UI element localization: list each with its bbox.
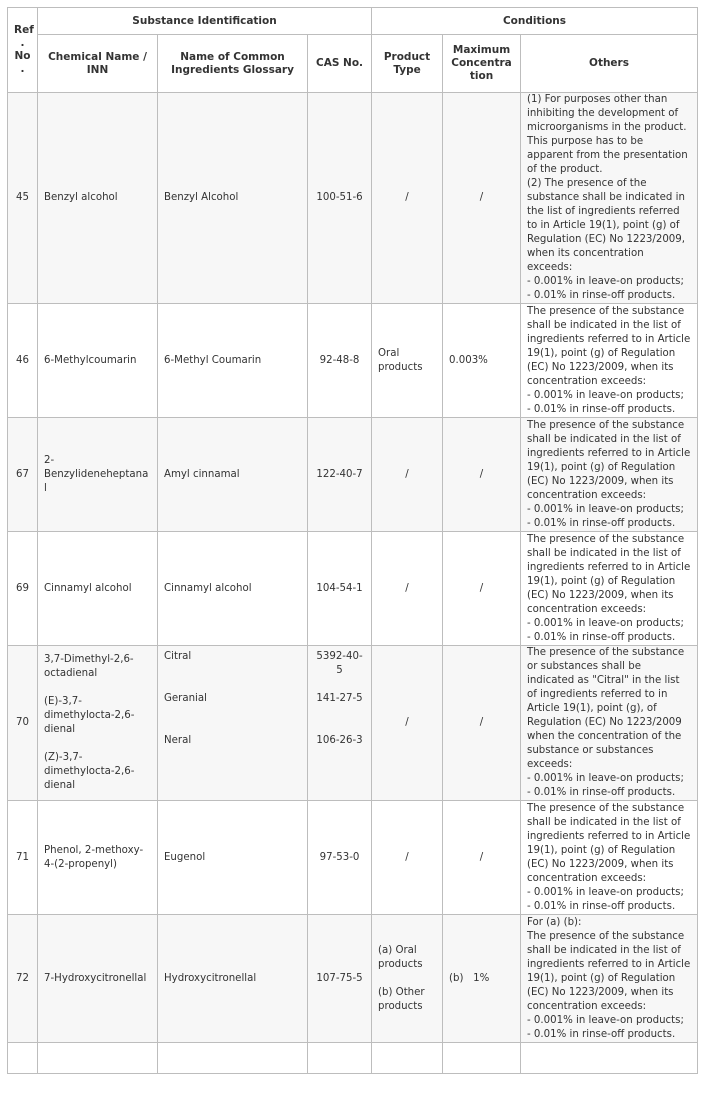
product-type-cell: / (372, 532, 443, 646)
others-cell: The presence of the substance shall be indicated in the list of ingredients referred to in Article 19(1), point (g) of Regulation (EC) No 1223/2009, when its concentration exceeds: - 0.001% in leave-on products; - 0.01% in rinse-off products. (521, 801, 698, 915)
others-cell: The presence of the substance or substances shall be indicated as "Citral" in the list of ingredients referred to in Article 19(1), point (g), of Regulation (EC) No 1223/2009 when the concentration of the substance or substances exceeds: - 0.001% in leave-on products; - 0.01% in rinse-off products. (521, 646, 698, 801)
glossary-name-header: Name of Common Ingredients Glossary (158, 35, 308, 93)
ref-no-cell: 46 (8, 304, 38, 418)
max-concentration-cell: / (443, 801, 521, 915)
product-type-cell: / (372, 418, 443, 532)
max-concentration-cell: / (443, 532, 521, 646)
cas-no-cell: 122-40-7 (308, 418, 372, 532)
product-type-cell: / (372, 801, 443, 915)
chemical-name-cell: 3,7-Dimethyl-2,6-octadienal (E)-3,7-dimethylocta-2,6-dienal (Z)-3,7- dimethylocta-2,6- dienal (38, 646, 158, 801)
max-concentration-cell: / (443, 93, 521, 304)
chemical-name-header: Chemical Name / INN (38, 35, 158, 93)
others-cell: (1) For purposes other than inhibiting the development of microorganisms in the product. This purpose has to be apparent from the presentation of the product. (2) The presence of the substance shall be indicated in the list of ingredients referred to in Article 19(1), point (g) of Regulation (EC) No 1223/2009, when its concentration exceeds: - 0.001% in leave-on products; - 0.01% in rinse-off products. (521, 93, 698, 304)
max-concentration-cell: (b) 1% (443, 915, 521, 1043)
glossary-name-cell: 6-Methyl Coumarin (158, 304, 308, 418)
product-type-cell: / (372, 646, 443, 801)
regulation-table (7, 7, 698, 1074)
ref-no-cell: 69 (8, 532, 38, 646)
chemical-name-cell: Benzyl alcohol (38, 93, 158, 304)
product-type-cell: / (372, 93, 443, 304)
table-row (8, 1043, 698, 1074)
others-header: Others (521, 35, 698, 93)
others-cell: The presence of the substance shall be indicated in the list of ingredients referred to in Article 19(1), point (g) of Regulation (EC) No 1223/2009, when its concentration exceeds: - 0.001% in leave-on products; - 0.01% in rinse-off products. (521, 532, 698, 646)
max-concentration-cell: / (443, 646, 521, 801)
cas-no-header: CAS No. (308, 35, 372, 93)
substance-identification-header: Substance Identification (38, 8, 372, 35)
cas-no-cell: 104-54-1 (308, 532, 372, 646)
max-concentration-cell: / (443, 418, 521, 532)
glossary-name-cell: Eugenol (158, 801, 308, 915)
glossary-name-cell: Cinnamyl alcohol (158, 532, 308, 646)
cas-no-cell: 5392-40-5 141-27-5 106-26-3 (308, 646, 372, 801)
others-cell: For (a) (b): The presence of the substance shall be indicated in the list of ingredients referred to in Article 19(1), point (g) of Regulation (EC) No 1223/2009, when its concentration exceeds: - 0.001% in leave-on products; - 0.01% in rinse-off products. (521, 915, 698, 1043)
product-type-header: Product Type (372, 35, 443, 93)
others-cell: The presence of the substance shall be indicated in the list of ingredients referred to in Article 19(1), point (g) of Regulation (EC) No 1223/2009, when its concentration exceeds: - 0.001% in leave-on products; - 0.01% in rinse-off products. (521, 418, 698, 532)
chemical-name-cell: 6-Methylcoumarin (38, 304, 158, 418)
cas-no-cell: 97-53-0 (308, 801, 372, 915)
product-type-cell: (a) Oral products (b) Other products (372, 915, 443, 1043)
glossary-name-cell: Hydroxycitronellal (158, 915, 308, 1043)
chemical-name-cell: 2-Benzylideneheptanal (38, 418, 158, 532)
table-row (8, 304, 698, 418)
table-row (8, 418, 698, 532)
table-row (8, 801, 698, 915)
table-row (8, 646, 698, 801)
ref-no-cell: 67 (8, 418, 38, 532)
ref-no-cell: 45 (8, 93, 38, 304)
glossary-name-cell: Benzyl Alcohol (158, 93, 308, 304)
ref-no-cell: 71 (8, 801, 38, 915)
ref-no-header: Ref . No . (8, 8, 38, 93)
cas-no-cell: 107-75-5 (308, 915, 372, 1043)
chemical-name-cell: 7-Hydroxycitronellal (38, 915, 158, 1043)
table-row (8, 915, 698, 1043)
glossary-name-cell: Citral Geranial Neral (158, 646, 308, 801)
max-concentration-cell: 0.003% (443, 304, 521, 418)
product-type-cell: Oral products (372, 304, 443, 418)
max-concentration-header: Maximum Concentration (443, 35, 521, 93)
conditions-header: Conditions (372, 8, 698, 35)
ref-no-cell: 72 (8, 915, 38, 1043)
table-row (8, 93, 698, 304)
glossary-name-cell: Amyl cinnamal (158, 418, 308, 532)
table-row (8, 532, 698, 646)
cas-no-cell: 92-48-8 (308, 304, 372, 418)
ref-no-cell: 70 (8, 646, 38, 801)
chemical-name-cell: Cinnamyl alcohol (38, 532, 158, 646)
chemical-name-cell: Phenol, 2-methoxy-4-(2-propenyl) (38, 801, 158, 915)
cas-no-cell: 100-51-6 (308, 93, 372, 304)
others-cell: The presence of the substance shall be indicated in the list of ingredients referred to in Article 19(1), point (g) of Regulation (EC) No 1223/2009, when its concentration exceeds: - 0.001% in leave-on products; - 0.01% in rinse-off products. (521, 304, 698, 418)
